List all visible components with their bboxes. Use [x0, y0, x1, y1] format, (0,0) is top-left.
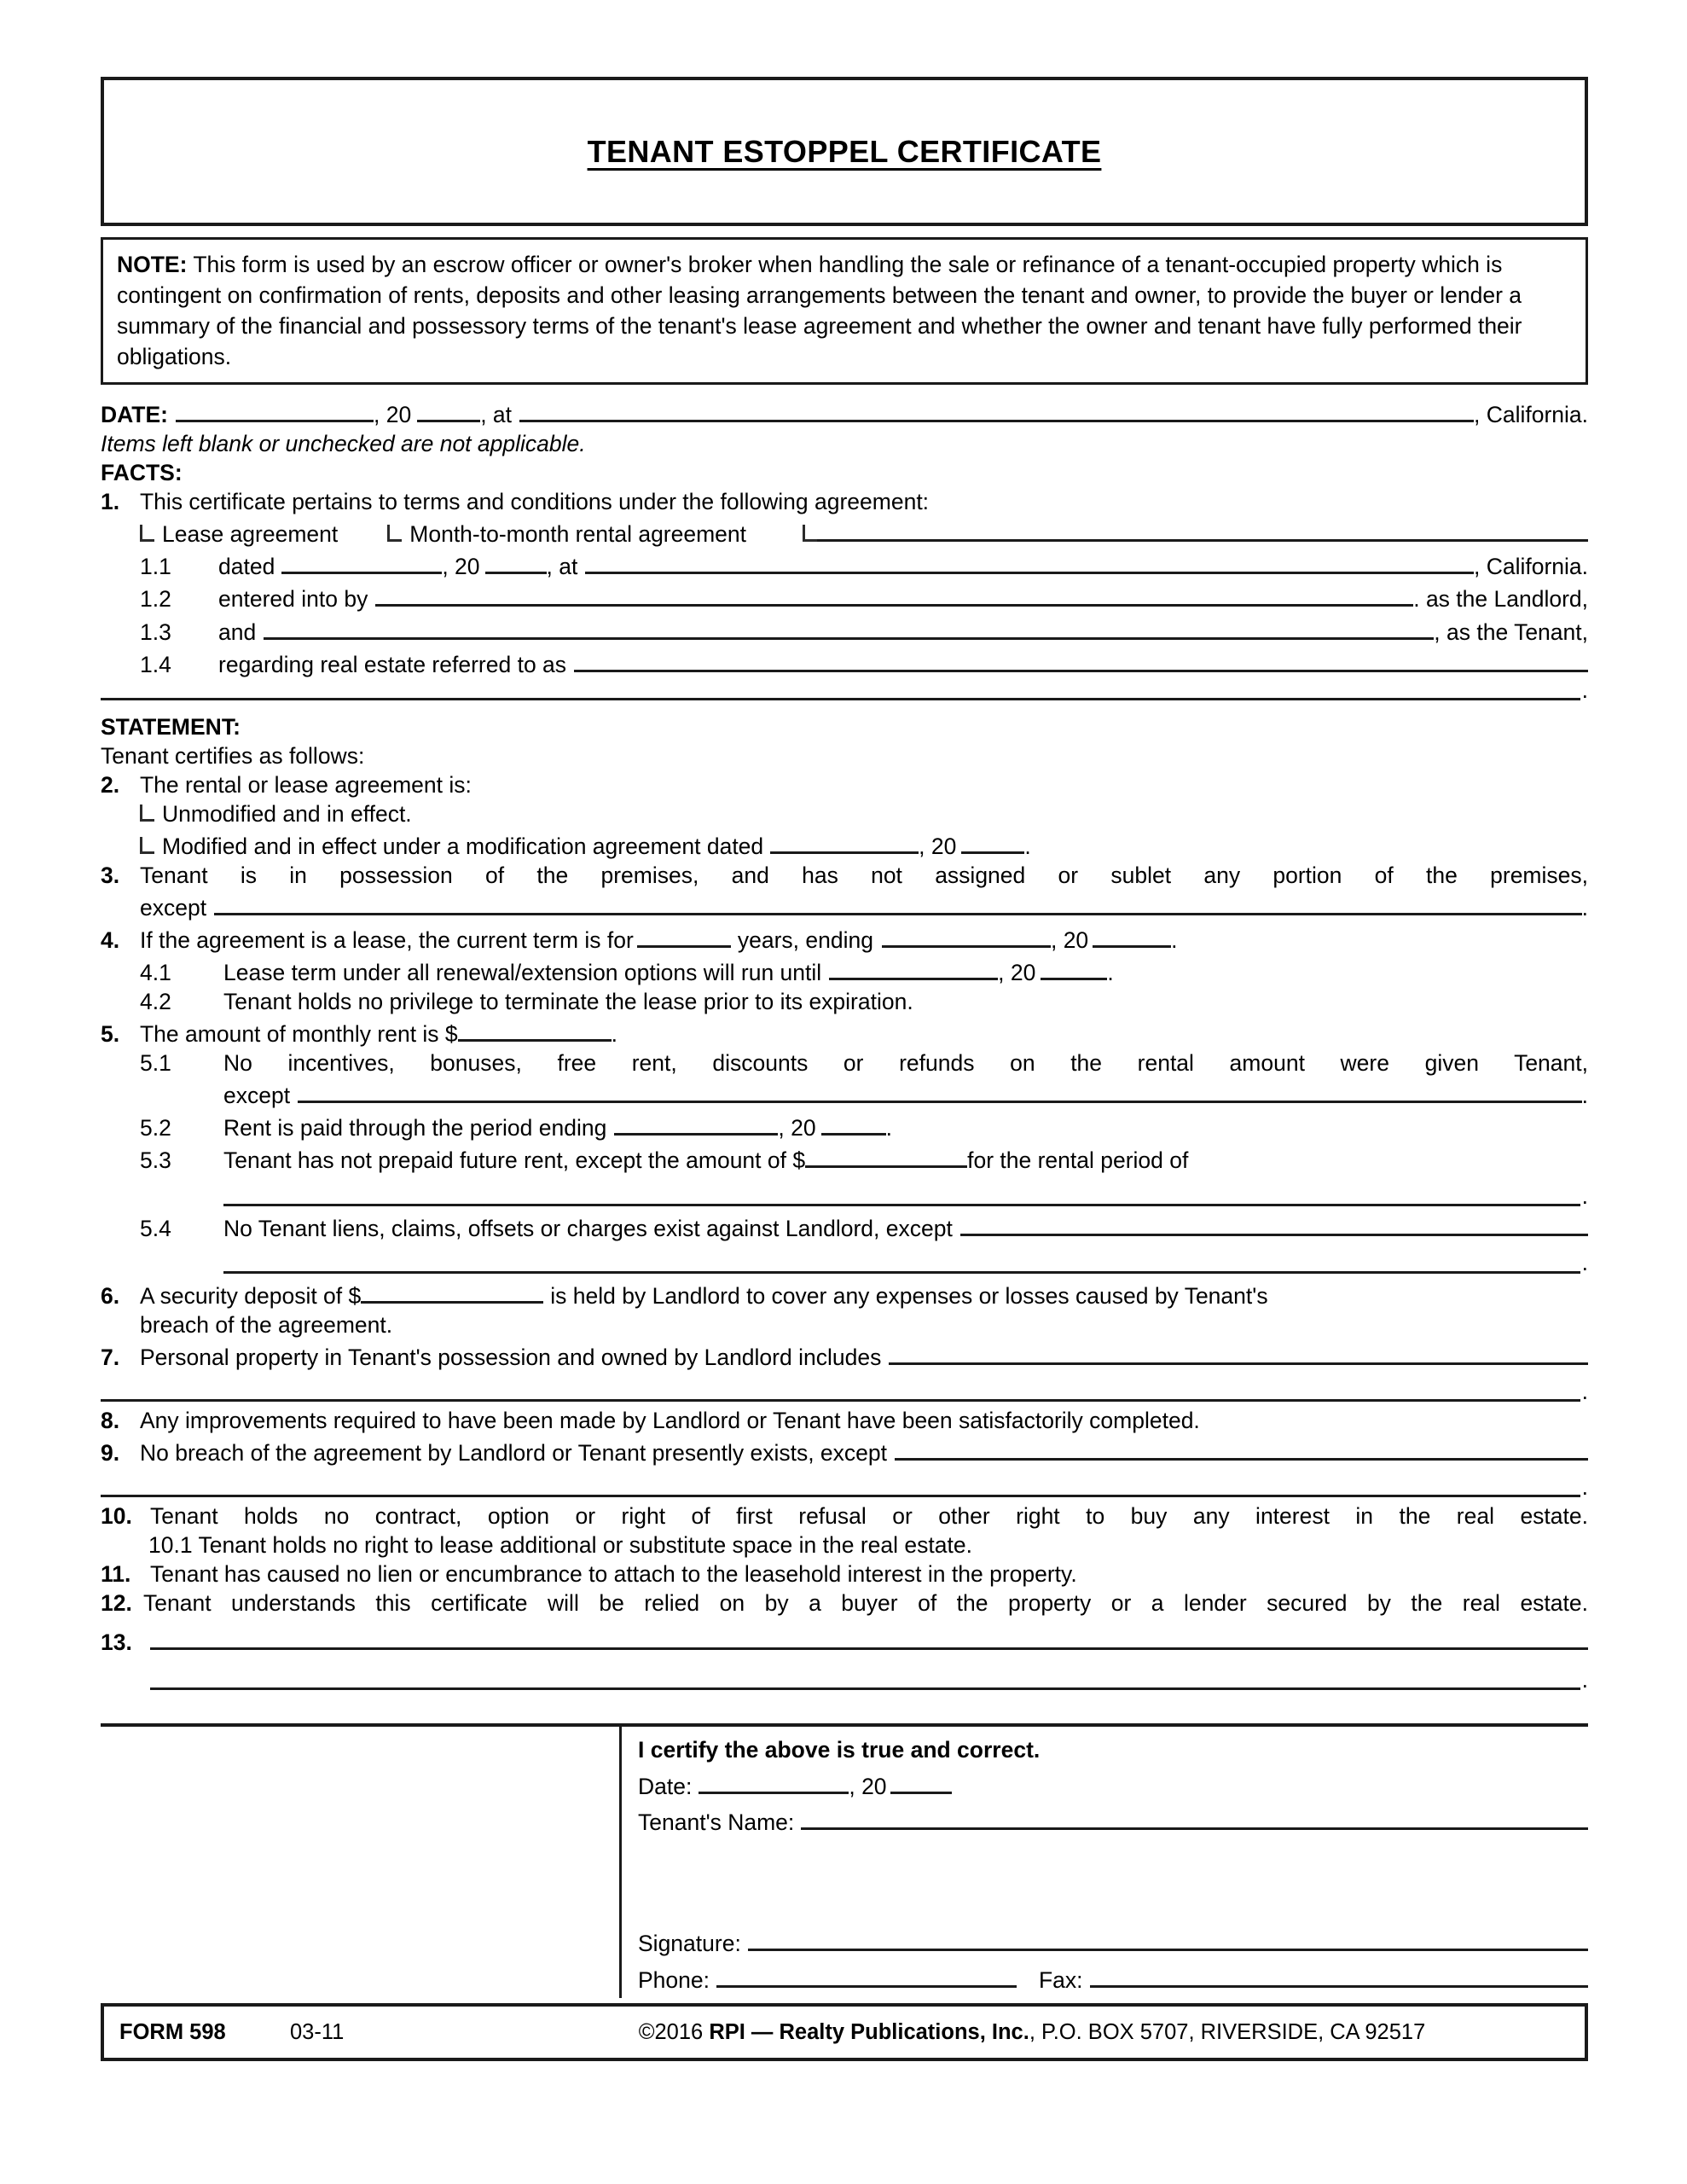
item-4-2-text: Tenant holds no privilege to terminate the lease prior to its expiration.	[223, 989, 913, 1015]
renewal-until-date-input[interactable]	[829, 955, 998, 980]
statement-item-5-4	[140, 1211, 1588, 1243]
copyright-year: ©2016	[638, 2019, 710, 2044]
item-4-2-number: 4.2	[140, 989, 171, 1015]
breach-exception-input[interactable]	[895, 1435, 1588, 1461]
note-body: This form is used by an escrow officer or owner's broker when handling the sale or refinance of a tenant-occupied property which is contingent on confirmation of rents, deposits and other leasing arrangements between the tenant and owner, to provide the buyer or lender a summary of the financial and possessory terms of the tenant's lease agreement and whether the owner and tenant have fully performed their obligations.	[117, 252, 1522, 370]
certification-statement: I certify the above is true and correct.	[638, 1737, 1041, 1763]
checkbox-lease-agreement[interactable]	[140, 525, 154, 542]
statement-item-6	[101, 1278, 1588, 1310]
fact-1-1-label: dated	[218, 554, 275, 580]
item-13-input-2[interactable]	[150, 1687, 1580, 1690]
landlord-name-input[interactable]	[375, 581, 1413, 607]
item-6-continuation	[140, 1310, 1588, 1339]
date-place-input[interactable]	[519, 397, 1474, 422]
date-at-label: , at	[480, 402, 513, 428]
fact-item-1-3	[140, 614, 1588, 647]
real-estate-description-input[interactable]	[574, 647, 1588, 672]
tenant-name-row	[638, 1804, 1588, 1837]
tenant-liens-input[interactable]	[960, 1211, 1588, 1236]
item-12-number: 12.	[101, 1589, 132, 1616]
fact-item-1	[101, 487, 1588, 516]
item-2-option-unmodified	[140, 799, 1588, 828]
tenant-name-input[interactable]	[264, 614, 1434, 640]
checkbox-lease-agreement-label: Lease agreement	[162, 521, 339, 548]
note-box	[101, 237, 1588, 385]
item-6-text-b: is held by Landlord to cover any expenses or losses caused by Tenant's	[550, 1282, 1268, 1309]
item-10-number: 10.	[101, 1502, 132, 1529]
fact-1-1-year-prefix: , 20	[442, 554, 480, 580]
statement-item-8	[101, 1406, 1588, 1435]
fact-1-3-number: 1.3	[140, 619, 171, 645]
item-4-number: 4.	[101, 927, 120, 954]
item-5-1-continuation	[223, 1077, 1588, 1110]
signature-section	[101, 1723, 1588, 1998]
item-8-text: Any improvements required to have been made by Landlord or Tenant have been satisfactorily completed.	[140, 1407, 1200, 1433]
statement-item-7	[101, 1339, 1588, 1372]
statement-item-3	[101, 861, 1588, 890]
item-13-continuation	[150, 1657, 1588, 1694]
item-4-text-b: years, ending	[737, 927, 873, 954]
item-5-text-a: The amount of monthly rent is $	[140, 1021, 458, 1048]
checkbox-month-to-month-label: Month-to-month rental agreement	[409, 521, 747, 548]
lease-term-years-input[interactable]	[637, 922, 731, 948]
signature-divider	[619, 1727, 622, 1998]
disclaimer-text: Items left blank or unchecked are not applicable.	[101, 431, 586, 457]
facts-heading: FACTS:	[101, 460, 183, 486]
publisher-address: , P.O. BOX 5707, RIVERSIDE, CA 92517	[1029, 2019, 1426, 2044]
agreement-place-input[interactable]	[585, 549, 1474, 574]
date-label: DATE:	[101, 402, 168, 428]
agreement-type-row	[140, 516, 1588, 549]
copyright-notice	[495, 2020, 1585, 2045]
item-5-3-text-a: Tenant has not prepaid future rent, except the amount of $	[223, 1147, 806, 1174]
fact-1-4-tail: .	[1581, 677, 1588, 703]
date-state-label: , California.	[1473, 402, 1588, 428]
lease-end-date-input[interactable]	[882, 922, 1051, 948]
form-revision: 03-11	[290, 2019, 345, 2044]
statement-item-12	[101, 1589, 1588, 1618]
fact-1-4-continuation	[101, 679, 1588, 705]
fact-1-1-number: 1.1	[140, 554, 171, 580]
statement-item-2	[101, 770, 1588, 799]
tenant-liens-input-2[interactable]	[223, 1271, 1580, 1274]
statement-item-10	[101, 1502, 1588, 1531]
statement-intro: Tenant certifies as follows:	[101, 742, 365, 769]
form-body	[101, 397, 1588, 1694]
item-5-3-text-b: for the rental period of	[967, 1147, 1189, 1174]
fact-1-4-label: regarding real estate referred to as	[218, 651, 567, 677]
fact-item-1-1	[140, 549, 1588, 581]
fact-1-3-tail: , as the Tenant,	[1434, 619, 1588, 645]
item-13-input[interactable]	[150, 1624, 1588, 1650]
item-5-2-number: 5.2	[140, 1115, 171, 1141]
item-3-continuation	[140, 890, 1588, 922]
item-12-text: Tenant understands this certificate will be relied on by a buyer of the property or a lender secured by the real estate.	[143, 1589, 1588, 1616]
monthly-rent-input[interactable]	[458, 1016, 612, 1042]
item-2-option-modified	[140, 828, 1588, 861]
checkbox-other-agreement[interactable]	[803, 525, 817, 542]
item-3-except-input[interactable]	[214, 890, 1582, 915]
other-agreement-input[interactable]	[817, 516, 1588, 542]
rent-paid-through-date-input[interactable]	[614, 1110, 778, 1136]
form-number: FORM 598	[119, 2019, 226, 2044]
publisher-name: RPI — Realty Publications, Inc.	[709, 2019, 1029, 2044]
item-2-text: The rental or lease agreement is:	[140, 771, 472, 798]
security-deposit-input[interactable]	[361, 1278, 543, 1304]
item-6-number: 6.	[101, 1282, 120, 1309]
note-label: NOTE:	[117, 252, 188, 277]
item-5-1-text: No incentives, bonuses, free rent, discounts or refunds on the rental amount were given Tenant,	[223, 1050, 1588, 1077]
signature-date-label: Date:	[638, 1773, 693, 1799]
item-7-text: Personal property in Tenant's possession and owned by Landlord includes	[140, 1344, 882, 1370]
item-5-3-number: 5.3	[140, 1147, 171, 1174]
checkbox-unmodified-label: Unmodified and in effect.	[162, 800, 412, 827]
item-5-4-continuation	[223, 1244, 1588, 1278]
signature-bottom-block	[638, 1922, 1588, 1995]
fax-field[interactable]	[1090, 1962, 1588, 1988]
statement-item-5-2	[140, 1110, 1588, 1142]
item-11-text: Tenant has caused no lien or encumbrance to attach to the leasehold interest in the property.	[150, 1560, 1077, 1587]
fact-1-3-label: and	[218, 619, 257, 645]
item-5-1-except-input[interactable]	[298, 1077, 1582, 1103]
item-4-1-text: Lease term under all renewal/extension options will run until	[223, 960, 822, 986]
item-9-text: No breach of the agreement by Landlord or Tenant presently exists, except	[140, 1439, 888, 1466]
item-10-1-text: 10.1 Tenant holds no right to lease additional or substitute space in the real estate.	[148, 1531, 972, 1558]
statement-item-4	[101, 922, 1588, 955]
item-10-text: Tenant holds no contract, option or right of first refusal or other right to buy any interest in the real estate.	[150, 1502, 1588, 1529]
personal-property-input[interactable]	[889, 1339, 1588, 1365]
statement-heading: STATEMENT:	[101, 713, 241, 740]
phone-field[interactable]	[716, 1962, 1017, 1988]
item-5-2-text: Rent is paid through the period ending	[223, 1115, 607, 1141]
item-9-number: 9.	[101, 1439, 120, 1466]
tenant-name-field[interactable]	[801, 1804, 1588, 1830]
fax-label: Fax:	[1039, 1966, 1083, 1993]
statement-item-10-1	[148, 1531, 1588, 1560]
form-sheet	[101, 0, 1588, 1998]
statement-item-9	[101, 1435, 1588, 1467]
statement-item-4-2	[140, 987, 1588, 1016]
checkbox-month-to-month[interactable]	[387, 525, 402, 542]
fact-1-2-label: entered into by	[218, 586, 368, 613]
real-estate-description-input-2[interactable]	[101, 698, 1580, 700]
item-4-text-d: .	[1171, 927, 1178, 954]
spacer	[101, 705, 1588, 712]
signature-date-year-input[interactable]	[890, 1769, 952, 1794]
statement-item-5-1	[140, 1048, 1588, 1077]
fact-1-number: 1.	[101, 489, 120, 515]
signature-field[interactable]	[748, 1926, 1588, 1951]
prepaid-rent-period-input[interactable]	[223, 1204, 1580, 1206]
item-7-continuation	[101, 1372, 1588, 1406]
signature-date-row	[638, 1769, 1588, 1801]
statement-item-11	[101, 1560, 1588, 1589]
checkbox-unmodified[interactable]	[140, 804, 154, 822]
item-9-continuation	[101, 1467, 1588, 1502]
renewal-until-year-input[interactable]	[1041, 955, 1107, 980]
item-5-2-tail: .	[885, 1115, 892, 1141]
item-5-3-tail: .	[1581, 1183, 1588, 1210]
fact-1-4-number: 1.4	[140, 651, 171, 677]
date-input[interactable]	[176, 397, 374, 422]
fact-1-2-number: 1.2	[140, 586, 171, 613]
signature-date-year-prefix: , 20	[849, 1773, 887, 1799]
signature-line-row	[638, 1926, 1588, 1958]
statement-item-5	[101, 1016, 1588, 1048]
item-3-number: 3.	[101, 862, 120, 888]
item-3-text: Tenant is in possession of the premises, and has not assigned or sublet any portion of the premises,	[140, 862, 1588, 888]
item-5-4-number: 5.4	[140, 1216, 171, 1242]
signature-label: Signature:	[638, 1931, 741, 1957]
modification-year-prefix: , 20	[919, 833, 957, 859]
item-4-text-a: If the agreement is a lease, the current term is for	[140, 927, 634, 954]
statement-item-4-1	[140, 955, 1588, 987]
fact-1-text: This certificate pertains to terms and conditions under the following agreement:	[140, 489, 930, 515]
phone-fax-row	[638, 1962, 1588, 1995]
signature-date-input[interactable]	[699, 1769, 849, 1794]
item-5-text-b: .	[611, 1021, 618, 1048]
fact-1-2-tail: . as the Landlord,	[1413, 586, 1588, 613]
signature-top-block	[638, 1735, 1588, 1837]
page-title: TENANT ESTOPPEL CERTIFICATE	[587, 133, 1102, 169]
date-year-prefix: , 20	[374, 402, 412, 428]
fact-item-1-2	[140, 581, 1588, 613]
item-4-text-c: , 20	[1050, 927, 1089, 954]
date-year-input[interactable]	[417, 397, 480, 422]
item-3-tail: .	[1581, 894, 1588, 921]
fact-1-1-at: , at	[546, 554, 578, 580]
item-8-number: 8.	[101, 1407, 120, 1433]
breach-exception-input-2[interactable]	[101, 1495, 1580, 1497]
modification-year-input[interactable]	[961, 828, 1024, 854]
checkbox-modified[interactable]	[140, 837, 154, 854]
item-4-1-year-prefix: , 20	[998, 960, 1036, 986]
statement-item-13	[101, 1624, 1588, 1657]
personal-property-input-2[interactable]	[101, 1399, 1580, 1402]
item-3-except-label: except	[140, 894, 207, 921]
tenant-name-label: Tenant's Name:	[638, 1809, 795, 1835]
note-text	[117, 249, 1574, 372]
item-4-1-number: 4.1	[140, 960, 171, 986]
item-5-4-tail: .	[1581, 1250, 1588, 1276]
agreement-date-input[interactable]	[281, 549, 442, 574]
statement-item-5-3	[140, 1142, 1588, 1175]
checkbox-modified-label: Modified and in effect under a modification agreement dated	[162, 833, 764, 859]
item-13-number: 13.	[101, 1629, 132, 1656]
agreement-year-input[interactable]	[485, 549, 547, 574]
footer-bar	[101, 2003, 1588, 2061]
lease-end-year-input[interactable]	[1093, 922, 1171, 948]
rent-paid-through-year-input[interactable]	[821, 1110, 886, 1136]
item-7-tail: .	[1581, 1378, 1588, 1404]
date-row	[101, 397, 1588, 429]
item-6-text-a: A security deposit of $	[140, 1282, 362, 1309]
item-5-4-text: No Tenant liens, claims, offsets or charges exist against Landlord, except	[223, 1216, 953, 1242]
title-box	[101, 77, 1588, 226]
item-5-1-tail: .	[1581, 1083, 1588, 1109]
item-5-3-continuation	[223, 1175, 1588, 1211]
item-5-2-year-prefix: , 20	[778, 1115, 816, 1141]
prepaid-rent-amount-input[interactable]	[805, 1142, 967, 1168]
modification-date-input[interactable]	[770, 828, 919, 854]
item-2-tail: .	[1024, 833, 1031, 859]
item-5-1-except-label: except	[223, 1083, 291, 1109]
item-5-number: 5.	[101, 1021, 120, 1048]
phone-label: Phone:	[638, 1966, 710, 1993]
fact-item-1-4	[140, 647, 1588, 679]
item-11-number: 11.	[101, 1560, 131, 1587]
fact-1-1-state: , California.	[1473, 554, 1588, 580]
item-13-tail: .	[1581, 1667, 1588, 1693]
item-4-1-tail: .	[1107, 960, 1114, 986]
item-5-1-number: 5.1	[140, 1050, 171, 1077]
item-7-number: 7.	[101, 1344, 120, 1370]
item-2-number: 2.	[101, 771, 120, 798]
item-9-tail: .	[1581, 1473, 1588, 1500]
item-6-cont-text: breach of the agreement.	[140, 1311, 393, 1338]
